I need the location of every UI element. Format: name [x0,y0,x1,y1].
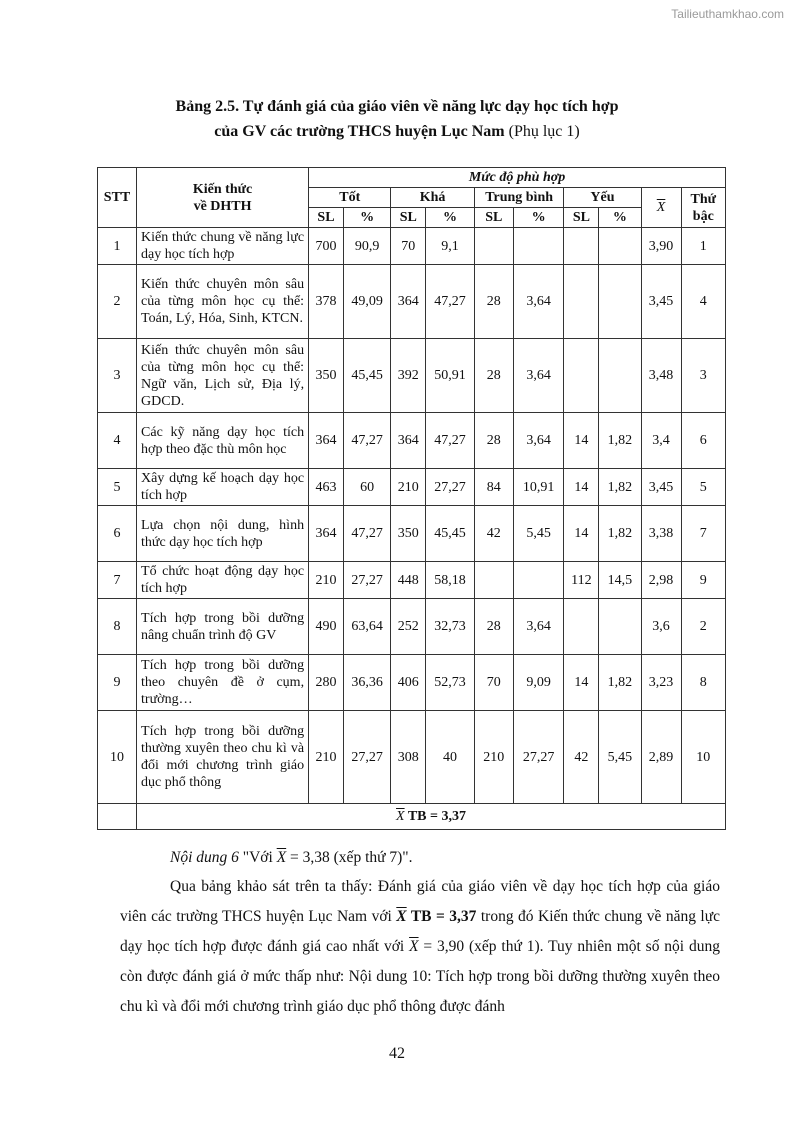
row-stt: 6 [98,506,137,562]
row-value-cell: 1,82 [599,413,641,469]
row-value-cell: 9,1 [426,228,475,265]
row-value-cell: 14 [564,655,599,711]
row-value-cell: 2 [681,599,725,655]
subtitle-note: (Phụ lục 1) [504,123,580,140]
row-value-cell: 49,09 [343,265,390,339]
row-value-cell: 8 [681,655,725,711]
row-knowledge: Kiến thức chuyên môn sâu của từng môn học cụ thể: Ngữ văn, Lịch sử, Địa lý, GDCD. [137,339,309,413]
row-value-cell: 10,91 [513,469,564,506]
content6-text-b: = 3,38 (xếp thứ 7)". [286,849,413,866]
row-value-cell [599,339,641,413]
header-rank-line1: Thứ [690,191,717,207]
row-value-cell: 14 [564,469,599,506]
row-value-cell: 350 [391,506,426,562]
content6-label: Nội dung 6 [170,849,239,866]
table-row [98,265,726,339]
header-knowledge-line2: về DHTH [193,198,252,214]
row-value-cell: 350 [309,339,344,413]
row-value-cell: 60 [343,469,390,506]
row-stt: 5 [98,469,137,506]
row-value-cell: 50,91 [426,339,475,413]
row-knowledge: Lựa chọn nội dung, hình thức dạy học tích hợp [137,506,309,562]
row-value-cell: 42 [564,711,599,804]
table-row [98,506,726,562]
subtitle-bold: của GV các trường THCS huyện Lục Nam [214,123,505,140]
row-value-cell: 27,27 [426,469,475,506]
row-value-cell: 90,9 [343,228,390,265]
subheader-sl: SL [391,208,426,228]
row-value-cell: 70 [391,228,426,265]
table-row [98,562,726,599]
row-value-cell: 3,45 [641,265,681,339]
header-stt: STT [98,168,137,228]
row-value-cell: 14 [564,413,599,469]
row-value-cell [513,228,564,265]
row-value-cell: 700 [309,228,344,265]
row-stt: 10 [98,711,137,804]
row-value-cell: 4 [681,265,725,339]
subheader-percent: % [513,208,564,228]
header-fair: Khá [391,188,474,208]
row-value-cell: 40 [426,711,475,804]
row-value-cell: 490 [309,599,344,655]
row-value-cell: 42 [474,506,513,562]
row-knowledge: Xây dựng kế hoạch dạy học tích hợp [137,469,309,506]
row-value-cell: 3,90 [641,228,681,265]
row-knowledge: Tổ chức hoạt động dạy học tích hợp [137,562,309,599]
table-row [98,599,726,655]
row-stt: 3 [98,339,137,413]
row-stt: 1 [98,228,137,265]
row-value-cell: 463 [309,469,344,506]
row-value-cell: 47,27 [343,506,390,562]
row-knowledge: Tích hợp trong bồi dưỡng nâng chuẩn trình độ GV [137,599,309,655]
row-value-cell: 47,27 [426,413,475,469]
row-value-cell: 392 [391,339,426,413]
header-knowledge [137,168,309,228]
row-value-cell [599,228,641,265]
row-knowledge: Các kỹ năng dạy học tích hợp theo đặc thù môn học [137,413,309,469]
analysis-mean-total: TB = 3,37 [406,908,477,925]
row-value-cell: 3,23 [641,655,681,711]
row-value-cell: 210 [309,711,344,804]
row-value-cell [564,228,599,265]
row-value-cell: 36,36 [343,655,390,711]
row-value-cell: 9 [681,562,725,599]
header-average: Trung bình [474,188,564,208]
footer-mean-symbol: $\overline{X}$ [396,809,405,824]
row-value-cell: 63,64 [343,599,390,655]
row-value-cell: 280 [309,655,344,711]
row-value-cell: 364 [309,506,344,562]
row-value-cell: 364 [391,265,426,339]
subheader-percent: % [426,208,475,228]
row-stt: 9 [98,655,137,711]
row-value-cell: 9,09 [513,655,564,711]
row-value-cell: 27,27 [343,562,390,599]
row-value-cell: 3,45 [641,469,681,506]
row-value-cell: 6 [681,413,725,469]
analysis-text-a: Qua bảng khảo sát trên ta thấy: Đánh giá của giáo viên về dạy học tích hợp của giáo viên các trường THCS huyện Lục Nam với [120,878,720,925]
row-value-cell: 84 [474,469,513,506]
row-value-cell: 28 [474,599,513,655]
row-value-cell: 3,64 [513,265,564,339]
row-knowledge: Tích hợp trong bồi dưỡng thường xuyên theo chu kì và đổi mới chương trình giáo dục phổ thông [137,711,309,804]
header-rank [681,188,725,228]
row-stt: 2 [98,265,137,339]
row-value-cell: 5,45 [599,711,641,804]
subheader-sl: SL [474,208,513,228]
row-value-cell [474,228,513,265]
subheader-sl: SL [309,208,344,228]
analysis-text-b: trong đó Kiến thức chung về năng lực dạy học tích hợp được đánh giá cao nhất với [120,908,720,955]
row-knowledge: Tích hợp trong bồi dưỡng theo chuyên đề ở cụm, trường… [137,655,309,711]
header-rank-line2: bậc [692,208,714,224]
row-value-cell: 45,45 [343,339,390,413]
row-value-cell: 70 [474,655,513,711]
table-row [98,228,726,265]
row-value-cell: 2,98 [641,562,681,599]
row-value-cell: 3,38 [641,506,681,562]
row-value-cell: 406 [391,655,426,711]
row-stt: 4 [98,413,137,469]
watermark: Tailieuthamkhao.com [671,7,784,21]
row-value-cell: 28 [474,413,513,469]
paragraph-content6 [120,843,720,873]
footer-mean-value: TB = 3,37 [404,809,466,824]
content6-mean-symbol: $\overline{X}$ [276,849,287,866]
row-value-cell: 10 [681,711,725,804]
table-row [98,339,726,413]
row-value-cell: 210 [391,469,426,506]
row-value-cell: 7 [681,506,725,562]
row-value-cell: 3 [681,339,725,413]
row-value-cell: 3,48 [641,339,681,413]
table-title: Bảng 2.5. Tự đánh giá của giáo viên về năng lực dạy học tích hợp [175,98,619,115]
subheader-sl: SL [564,208,599,228]
table-row [98,413,726,469]
row-value-cell: 308 [391,711,426,804]
row-value-cell: 58,18 [426,562,475,599]
row-value-cell: 448 [391,562,426,599]
row-value-cell: 3,6 [641,599,681,655]
row-stt: 7 [98,562,137,599]
table-subtitle [0,120,794,144]
row-value-cell: 252 [391,599,426,655]
row-value-cell: 364 [309,413,344,469]
row-value-cell: 3,4 [641,413,681,469]
row-value-cell: 1,82 [599,469,641,506]
footer-empty-cell [98,804,137,830]
row-value-cell: 3,64 [513,599,564,655]
row-knowledge: Kiến thức chuyên môn sâu của từng môn học cụ thể: Toán, Lý, Hóa, Sinh, KTCN. [137,265,309,339]
evaluation-table [97,167,726,830]
row-value-cell: 47,27 [343,413,390,469]
subheader-percent: % [343,208,390,228]
row-value-cell: 1 [681,228,725,265]
header-mean-symbol: $\overline{X}$ [656,200,666,215]
row-value-cell [564,339,599,413]
row-value-cell: 1,82 [599,506,641,562]
row-value-cell [513,562,564,599]
row-value-cell: 210 [474,711,513,804]
row-knowledge: Kiến thức chung về năng lực dạy học tích hợp [137,228,309,265]
paragraph-analysis [120,872,720,1022]
table-row [98,469,726,506]
row-value-cell: 5 [681,469,725,506]
row-value-cell [564,265,599,339]
row-value-cell: 27,27 [513,711,564,804]
row-value-cell: 210 [309,562,344,599]
row-value-cell [474,562,513,599]
header-mean [641,188,681,228]
row-value-cell: 47,27 [426,265,475,339]
analysis-text-c: = 3,90 (xếp thứ 1). Tuy nhiên một số nội dung còn được đánh giá ở mức thấp như: Nội dung 10: Tích hợp trong bồi dưỡng thường xuyên theo chu kì và đổi mới chương trình giáo dục phổ thông được đánh [120,938,720,1015]
row-stt: 8 [98,599,137,655]
row-value-cell [599,599,641,655]
table-row [98,655,726,711]
row-value-cell: 2,89 [641,711,681,804]
row-value-cell [564,599,599,655]
row-value-cell: 378 [309,265,344,339]
subheader-percent: % [599,208,641,228]
row-value-cell: 5,45 [513,506,564,562]
row-value-cell: 28 [474,339,513,413]
header-good: Tốt [309,188,391,208]
row-value-cell [599,265,641,339]
row-value-cell: 112 [564,562,599,599]
row-value-cell: 28 [474,265,513,339]
analysis-mean-symbol-2: $\overline{X}$ [409,938,419,955]
row-value-cell: 14,5 [599,562,641,599]
row-value-cell: 45,45 [426,506,475,562]
row-value-cell: 32,73 [426,599,475,655]
content6-text-a: "Với [238,849,277,866]
row-value-cell: 14 [564,506,599,562]
analysis-mean-symbol-1: $\overline{X}$ [396,908,407,925]
row-value-cell: 27,27 [343,711,390,804]
page-number: 42 [389,1045,405,1062]
row-value-cell: 364 [391,413,426,469]
table-row [98,711,726,804]
footer-mean-total [137,804,726,830]
row-value-cell: 3,64 [513,413,564,469]
row-value-cell: 52,73 [426,655,475,711]
header-level: Mức độ phù hợp [309,168,726,188]
header-knowledge-line1: Kiến thức [192,181,253,197]
row-value-cell: 3,64 [513,339,564,413]
header-weak: Yếu [564,188,641,208]
row-value-cell: 1,82 [599,655,641,711]
